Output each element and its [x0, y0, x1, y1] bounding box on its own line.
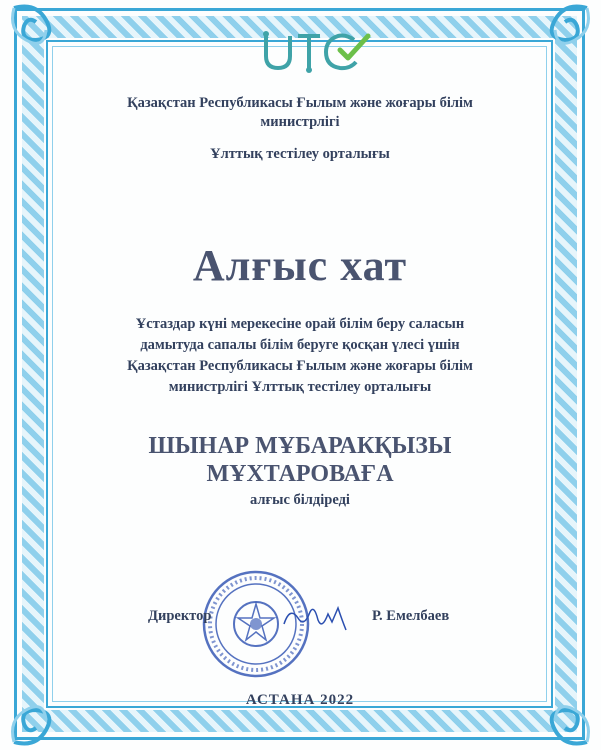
city-year-footer: АСТАНА 2022	[245, 692, 355, 708]
corner-ornament-icon	[525, 0, 595, 70]
director-name: Р. Емелбаев	[372, 608, 450, 624]
body-line-4: министрлігі Ұлттық тестілеу орталығы	[168, 379, 432, 395]
corner-ornament-icon	[6, 680, 76, 750]
body-line-2: дамытуда сапалы білім беруге қосқан үлесі үшін	[140, 337, 460, 353]
certificate-body	[60, 314, 540, 398]
body-line-3: Қазақстан Республикасы Ғылым және жоғары білім	[127, 358, 473, 374]
recipient-name	[60, 432, 540, 488]
body-line-1: Ұстаздар күні мерекесіне орай білім беру саласын	[135, 316, 465, 332]
director-signature-icon	[280, 600, 350, 636]
ministry-name	[60, 94, 540, 132]
corner-ornament-icon	[525, 680, 595, 750]
ministry-line-2: министрлігі	[260, 114, 340, 130]
recipient-line-2: МҰХТАРОВАҒА	[206, 461, 394, 487]
thanks-text: алғыс білдіреді	[250, 492, 350, 508]
ministry-line-1: Қазақстан Республикасы Ғылым және жоғары білім	[127, 95, 473, 111]
director-label: Директор	[148, 608, 212, 624]
utc-logo-icon	[258, 28, 378, 76]
certificate-title: Алғыс хат	[192, 241, 408, 290]
testing-center-name: Ұлттық тестілеу орталығы	[210, 146, 390, 162]
recipient-line-1: ШЫНАР МҰБАРАКҚЫЗЫ	[148, 433, 452, 459]
corner-ornament-icon	[6, 0, 76, 70]
